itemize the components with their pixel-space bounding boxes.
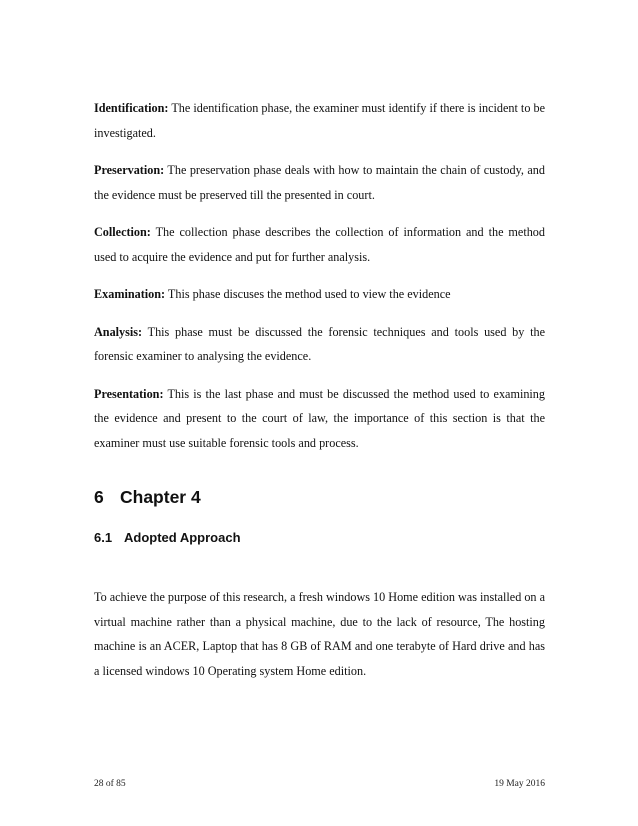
section-heading <box>94 529 545 547</box>
phase-preservation <box>94 158 545 207</box>
phase-term: Preservation: <box>94 163 165 177</box>
page-number: 28 of 85 <box>94 779 126 789</box>
phase-text: The collection phase describes the collection of information and the method used to acquire the evidence and put for further analysis. <box>94 225 545 264</box>
phase-term: Identification: <box>94 101 169 115</box>
phase-term: Presentation: <box>94 386 164 401</box>
phase-collection <box>94 220 545 269</box>
body-paragraph: To achieve the purpose of this research, a fresh windows 10 Home edition was installed on a virtual machine rather than a physical machine, due to the lack of resource, The hosting machine is an ACER, Laptop that has 8 GB of RAM and one terabyte of Hard drive and has a licensed windows 10 Operating system Home edition. <box>94 590 545 678</box>
footer-date: 19 May 2016 <box>494 779 545 789</box>
phase-analysis <box>94 320 545 369</box>
phase-term: Examination: <box>94 287 166 301</box>
phase-examination <box>94 282 545 307</box>
chapter-number: 6 <box>94 487 104 507</box>
phase-text: This phase discuses the method used to view the evidence <box>165 287 451 301</box>
phase-text: The identification phase, the examiner must identify if there is incident to be investigated. <box>94 101 545 140</box>
section-number: 6.1 <box>94 530 113 545</box>
chapter-heading <box>94 486 545 508</box>
phase-presentation <box>94 382 545 456</box>
phase-text: This phase must be discussed the forensic techniques and tools used by the forensic examiner to analysing the evidence. <box>94 324 545 363</box>
phase-identification <box>94 96 545 145</box>
page-content <box>94 96 545 683</box>
phase-term: Collection: <box>94 225 151 239</box>
section-title: Adopted Approach <box>124 530 241 545</box>
phase-text: This is the last phase and must be discussed the method used to examining the evidence and present to the court of law, the importance of this section is that the examiner must use suitable forensic tools and process. <box>94 386 545 450</box>
phase-term: Analysis: <box>94 324 143 339</box>
chapter-title: Chapter 4 <box>120 487 201 507</box>
phase-text: The preservation phase deals with how to maintain the chain of custody, and the evidence must be preserved till the presented in court. <box>94 163 545 202</box>
